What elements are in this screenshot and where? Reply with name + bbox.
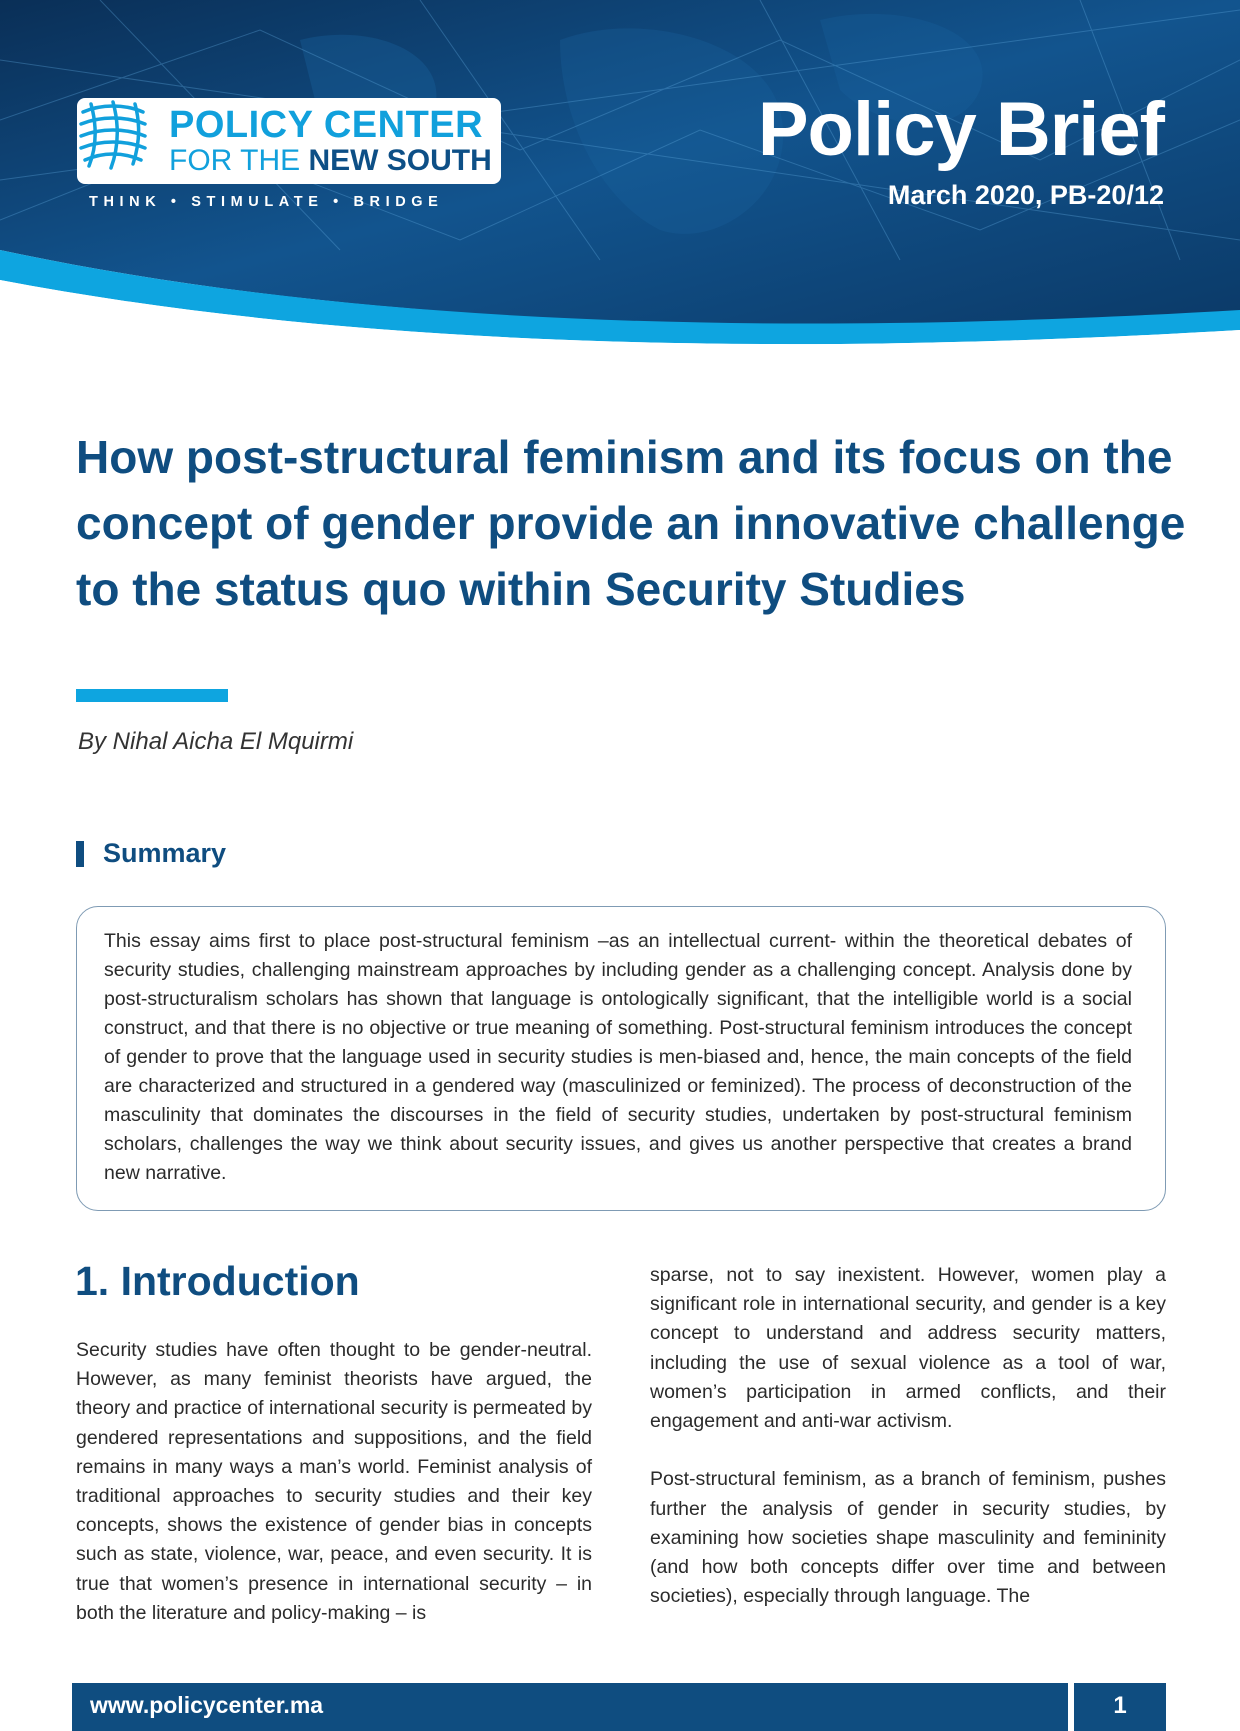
logo-text-line2 [169, 144, 492, 178]
logo-globe-icon [77, 98, 149, 170]
left-column [76, 1336, 592, 1628]
author-byline: By Nihal Aicha El Mquirmi [78, 728, 354, 755]
intro-paragraph-2: sparse, not to say inexistent. However, women play a significant role in international security, and gender is a key concept to understand and address security matters, including the use of sexual violence as a tool of war, women’s participation in armed conflicts, and their engagement and anti-war activism. [650, 1264, 1166, 1433]
title-divider [76, 689, 228, 702]
logo-text-bold: NEW SOUTH [308, 144, 492, 177]
summary-heading-marker [76, 841, 84, 867]
summary-heading-label: Summary [103, 838, 227, 868]
document-type: Policy Brief [757, 87, 1164, 172]
page-footer [72, 1683, 1166, 1731]
intro-paragraph-3: Post-structural feminism, as a branch of feminism, pushes further the analysis of gender in security studies, by examining how societies shape masculinity and femininity (and how both concepts differ over time and between societies), especially through language. The [650, 1468, 1166, 1608]
summary-text: This essay aims first to place post-structural feminism –as an intellectual current- within the theoretical debates of security studies, challenging mainstream approaches by including gender as a challenging concept. Analysis done by post-structuralism scholars has shown that language is ontologically significant, that the intelligible world is a social construct, and that there is no objective or true meaning of something. Post-structural feminism introduces the concept of gender to prove that the language used in security studies is men-biased and, hence, the main concepts of the field are characterized and structured in a gendered way (masculinized or feminized). The process of deconstruction of the masculinity that dominates the discourses in the field of security studies, undertaken by post-structural feminism scholars, challenges the way we think about security issues, and gives us another perspective that creates a brand new narrative. [104, 930, 1132, 1184]
right-column [650, 1261, 1166, 1611]
logo [77, 98, 501, 184]
intro-paragraph-1: Security studies have often thought to be gender-neutral. However, as many feminist theorists have argued, the theory and practice of international security is permeated by gendered representations and suppositions, and the field remains in many ways a man’s world. Feminist analysis of traditional approaches to security studies and their key concepts, shows the existence of gender bias in concepts such as state, violence, war, peace, and even security. It is true that women’s presence in international security – in both the literature and policy-making – is [76, 1339, 592, 1624]
header-banner [0, 0, 1240, 370]
logo-text-prefix: FOR THE [169, 144, 309, 177]
footer-website-link[interactable]: www.policycenter.ma [90, 1692, 324, 1718]
page-number: 1 [1113, 1692, 1127, 1719]
summary-box [76, 906, 1166, 1211]
page-title: How post-structural feminism and its focus on the concept of gender provide an innovative challenge to the status quo within Security Studies [76, 431, 1186, 615]
section-heading-introduction: 1. Introduction [75, 1258, 360, 1304]
footer-page-number-box [1074, 1683, 1166, 1731]
logo-text-line1: POLICY CENTER [169, 104, 484, 146]
document-date-reference: March 2020, PB-20/12 [887, 180, 1164, 210]
tagline: THINK • STIMULATE • BRIDGE [89, 194, 444, 210]
footer-url-bar [72, 1683, 1068, 1731]
